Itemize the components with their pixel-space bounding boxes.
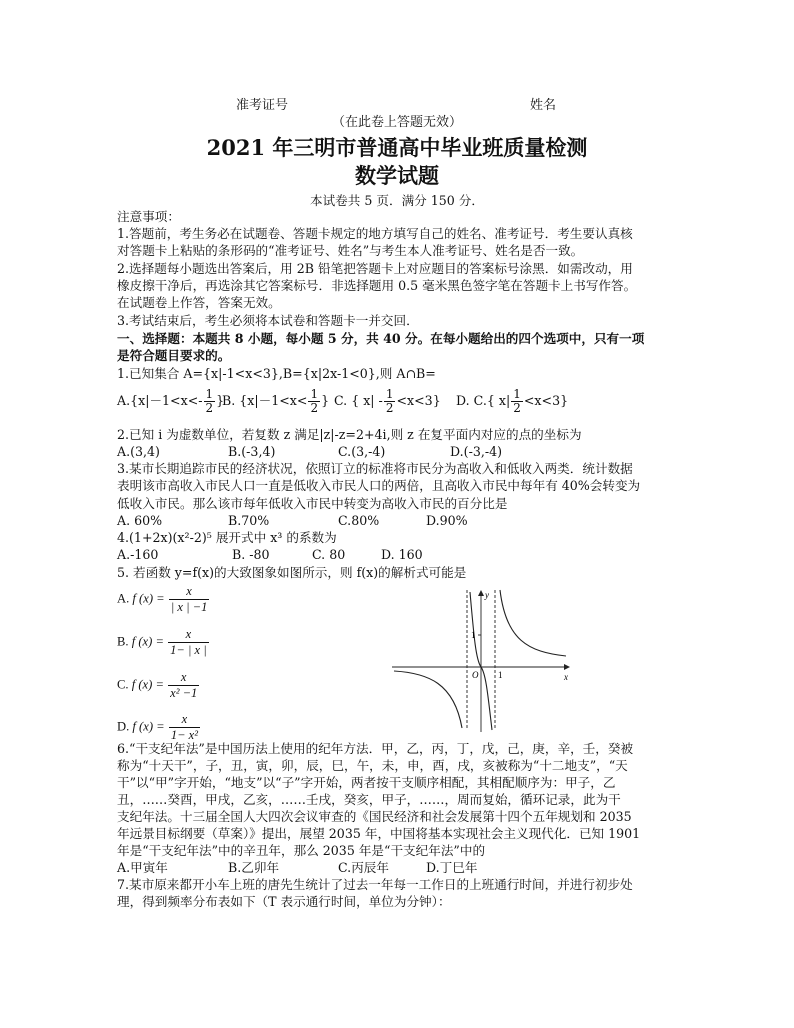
question-3-stem: 3.某市长期追踪市民的经济状况，依照订立的标准将市民分为高收入和低收入两类．统计数据 [117,461,633,476]
notice-line: 3.考试结束后，考生必须将本试卷和答题卡一并交回． [117,313,419,328]
question-2-option-a: A.(3,4) [117,444,160,459]
question-5-option-a: A. f (x) = $\frac{x}{| x | -1}$ [117,584,208,614]
question-2-option-c: C.(3,-4) [338,444,386,459]
question-5-option-d: D. f (x) = $\frac{x}{\text{1− x²}}$ [117,712,198,742]
page-title: 2021 年三明市普通高中毕业班质量检测 [206,135,588,160]
x-axis-arrow [564,664,570,670]
question-3-stem: 低收入市民。那么该市每年低收入市民中转变为高收入市民的百分比是 [117,496,508,511]
section-heading: 一、选择题：本题共 8 小题，每小题 5 分，共 40 分。在每小题给出的四个选项中，只有一项 [117,331,645,346]
question-1-option-a: A.{x|－1<x<- $\frac{1}{2}$ } [117,387,225,415]
y-axis-arrow [478,590,484,596]
question-6-stem: 年远景目标纲要（草案）》提出，展望 2035 年，中国将基本实现社会主义现代化．已知 1901 [117,826,641,841]
curve-right-branch [500,590,566,656]
function-graph [388,588,570,732]
question-3-option-a: A. 60% [117,513,163,528]
question-6-option-b: B.乙卯年 [228,860,280,875]
question-7-stem: 7.某市原来都开小车上班的唐先生统计了过去一年每一工作日的上班通行时间，并进行初步处 [117,877,633,892]
x-tick-label: 1 [498,670,503,680]
question-1-option-c: C. { x| - $\frac{1}{2}$ <x<3} [334,387,441,415]
question-6-stem: 支纪年法。十三届全国人大四次会议审查的《国民经济和社会发展第十四个五年规划和 2035 [117,809,632,824]
question-7-stem: 理，得到频率分布表如下（T 表示通行时间，单位为分钟）： [117,894,451,909]
question-5-option-b: B. f (x) = $\frac{x}{1- | x |}$ [117,627,207,657]
question-6-option-d: D.丁巳年 [426,860,478,875]
question-4-option-b: B. -80 [232,547,270,562]
paper-info: 本试卷共 5 页．满分 150 分． [309,193,484,208]
y-tick-label: 1 [471,630,476,640]
question-3-stem: 表明该市高收入市民人口一直是低收入市民人口的两倍，且高收入市民中每年有 40%会转变为 [117,478,641,493]
y-axis-label: y [485,590,489,600]
section-heading: 是符合题目要求的。 [117,348,231,363]
notice-line: 在试题卷上作答，答案无效。 [117,295,281,310]
question-5-stem: 5. 若函数 y=f(x)的大致图象如图所示，则 f(x)的解析式可能是 [117,565,467,580]
name-label: 姓名 [530,98,557,113]
question-3-option-b: B.70% [228,513,270,528]
notice-line: 对答题卡上粘贴的条形码的“准考证号、姓名”与考生本人准考证号、姓名是否一致。 [117,243,584,258]
origin-label: O [472,670,479,680]
question-5-option-c: C. f (x) = $\frac{x}{\text{x² −1}}$ [117,670,198,700]
notice-line: 1.答题前，考生务必在试题卷、答题卡规定的地方填写自己的姓名、准考证号．考生要认真核 [117,226,633,241]
question-1-option-d: D. C.{ x| $\frac{1}{2}$ <x<3} [456,387,569,415]
question-6-stem: 年是“干支纪年法”中的辛丑年，那么 2035 年是“干支纪年法”中的 [117,843,486,858]
question-4-option-d: D. 160 [381,547,423,562]
question-6-stem: 称为“十天干”，子，丑，寅，卯，辰，巳，午，未，申，酉，戌，亥被称为“十二地支”，“天 [117,758,628,773]
notice-line: 橡皮擦干净后，再选涂其它答案标号．非选择题用 0.5 毫米黑色签字笔在答题卡上书写作答。 [117,278,637,293]
question-2-option-d: D.(-3,-4) [450,444,503,459]
question-6-option-c: C.丙辰年 [338,860,389,875]
question-4-stem: 4.(1+2x)(x²-2)⁵ 展开式中 x³ 的系数为 [117,530,337,545]
exam-number-label: 准考证号 [236,98,289,113]
question-4-option-c: C. 80 [312,547,346,562]
question-3-option-d: D.90% [426,513,468,528]
notice-heading: 注意事项： [117,209,180,224]
question-1-stem: 1.已知集合 A={x|-1<x<3},B={x|2x-1<0},则 A∩B= [117,366,436,381]
question-6-stem: 6.“干支纪年法”是中国历法上使用的纪年方法．甲，乙，丙，丁，戊，己，庚，辛，壬，癸被 [117,741,634,756]
question-6-stem: 丑，……癸酉，甲戌，乙亥，……壬戌，癸亥，甲子，……，周而复始，循环记录，此为干 [117,792,621,807]
question-4-option-a: A.-160 [117,547,159,562]
answer-invalid-note: （在此卷上答题无效） [332,115,463,130]
question-6-option-a: A.甲寅年 [117,860,168,875]
question-1-option-b: B. {x|－1<x< $\frac{1}{2}$ } [222,387,330,415]
question-3-option-c: C.80% [338,513,380,528]
question-2-option-b: B.(-3,4) [228,444,276,459]
page-subtitle: 数学试题 [355,163,439,188]
question-6-stem: 干”以“甲”字开始，“地支”以“子”字开始，两者按干支顺序相配，其相配顺序为：甲子，乙 [117,775,616,790]
curve-left-branch [394,671,462,728]
notice-line: 2.选择题每小题选出答案后，用 2B 铅笔把答题卡上对应题目的答案标号涂黑．如需改动，用 [117,261,633,276]
question-2-stem: 2.已知 i 为虚数单位，若复数 z 满足|z|-z=2+4i,则 z 在复平面内对应的点的坐标为 [117,427,582,442]
x-axis-label: x [564,672,568,682]
